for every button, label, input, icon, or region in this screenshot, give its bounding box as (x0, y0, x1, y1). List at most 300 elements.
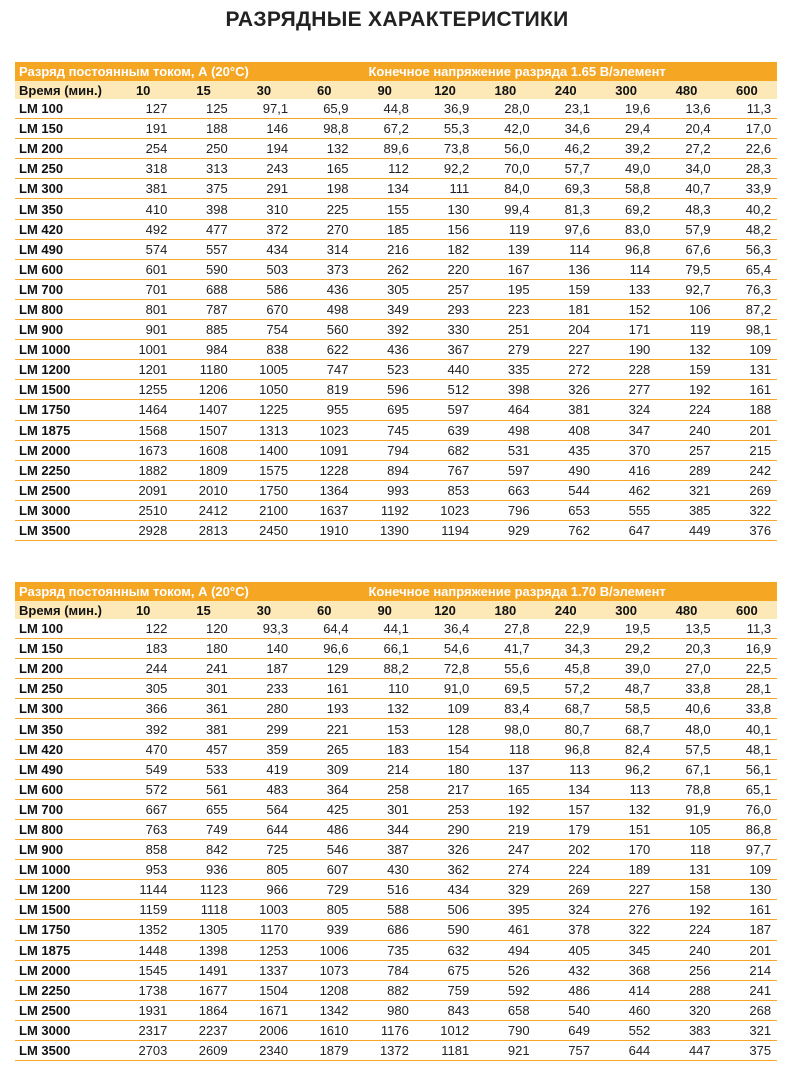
current-value: 258 (355, 779, 415, 799)
current-value: 68,7 (536, 699, 596, 719)
current-value: 240 (656, 940, 716, 960)
table-row (15, 199, 777, 219)
table-row (15, 679, 777, 699)
current-value: 512 (415, 380, 475, 400)
current-value: 345 (596, 940, 656, 960)
current-value: 256 (656, 960, 716, 980)
current-value: 335 (475, 360, 535, 380)
current-value: 134 (355, 179, 415, 199)
current-value: 22,9 (536, 619, 596, 639)
current-value: 597 (415, 400, 475, 420)
current-value: 2412 (173, 500, 233, 520)
current-value: 182 (415, 239, 475, 259)
current-value: 470 (113, 739, 173, 759)
current-value: 215 (717, 440, 777, 460)
table-row (15, 299, 777, 319)
table-row (15, 520, 777, 540)
current-value: 105 (656, 819, 716, 839)
current-value: 494 (475, 940, 535, 960)
current-value: 1491 (173, 960, 233, 980)
current-value: 2317 (113, 1020, 173, 1040)
current-value: 929 (475, 520, 535, 540)
current-value: 122 (113, 619, 173, 639)
current-value: 48,7 (596, 679, 656, 699)
current-value: 119 (475, 219, 535, 239)
battery-model: LM 200 (15, 659, 113, 679)
battery-model: LM 150 (15, 639, 113, 659)
current-value: 1738 (113, 980, 173, 1000)
current-value: 202 (536, 840, 596, 860)
battery-model: LM 900 (15, 840, 113, 860)
table-row (15, 699, 777, 719)
current-value: 109 (415, 699, 475, 719)
current-value: 240 (656, 420, 716, 440)
table-row (15, 179, 777, 199)
current-value: 132 (294, 139, 354, 159)
current-value: 301 (355, 799, 415, 819)
current-value: 69,2 (596, 199, 656, 219)
current-value: 588 (355, 900, 415, 920)
table-row (15, 440, 777, 460)
battery-model: LM 1875 (15, 940, 113, 960)
current-value: 183 (355, 739, 415, 759)
table-row (15, 259, 777, 279)
current-value: 201 (717, 940, 777, 960)
current-value: 36,4 (415, 619, 475, 639)
current-value: 129 (294, 659, 354, 679)
current-value: 185 (355, 219, 415, 239)
current-value: 759 (415, 980, 475, 1000)
current-value: 843 (415, 1000, 475, 1020)
current-value: 242 (717, 460, 777, 480)
current-value: 20,4 (656, 119, 716, 139)
current-value: 725 (234, 840, 294, 860)
table-row (15, 779, 777, 799)
current-value: 1005 (234, 360, 294, 380)
current-value: 161 (717, 380, 777, 400)
current-value: 86,8 (717, 819, 777, 839)
current-value: 980 (355, 1000, 415, 1020)
current-value: 993 (355, 480, 415, 500)
current-value: 28,1 (717, 679, 777, 699)
current-value: 632 (415, 940, 475, 960)
current-value: 241 (173, 659, 233, 679)
battery-model: LM 3000 (15, 500, 113, 520)
current-value: 435 (536, 440, 596, 460)
current-value: 381 (173, 719, 233, 739)
current-value: 28,0 (475, 99, 535, 119)
current-value: 447 (656, 1040, 716, 1060)
current-value: 96,2 (596, 759, 656, 779)
discharge-current-label: Разряд постоянным током, А (20°С) (15, 62, 355, 81)
current-value: 1006 (294, 940, 354, 960)
current-value: 98,0 (475, 719, 535, 739)
current-value: 2340 (234, 1040, 294, 1060)
current-value: 131 (717, 360, 777, 380)
current-value: 64,4 (294, 619, 354, 639)
current-value: 76,0 (717, 799, 777, 819)
current-value: 280 (234, 699, 294, 719)
current-value: 87,2 (717, 299, 777, 319)
current-value: 82,4 (596, 739, 656, 759)
battery-model: LM 250 (15, 159, 113, 179)
current-value: 349 (355, 299, 415, 319)
current-value: 113 (596, 779, 656, 799)
table-row (15, 799, 777, 819)
battery-model: LM 420 (15, 219, 113, 239)
current-value: 2237 (173, 1020, 233, 1040)
current-value: 161 (717, 900, 777, 920)
current-value: 885 (173, 320, 233, 340)
current-value: 1012 (415, 1020, 475, 1040)
current-value: 57,2 (536, 679, 596, 699)
current-value: 1194 (415, 520, 475, 540)
current-value: 842 (173, 840, 233, 860)
current-value: 56,3 (717, 239, 777, 259)
current-value: 68,7 (596, 719, 656, 739)
table-row (15, 860, 777, 880)
current-value: 729 (294, 880, 354, 900)
current-value: 378 (536, 920, 596, 940)
current-value: 96,8 (536, 739, 596, 759)
table-row (15, 340, 777, 360)
table-row (15, 1020, 777, 1040)
current-value: 749 (173, 819, 233, 839)
current-value: 195 (475, 279, 535, 299)
current-value: 757 (536, 1040, 596, 1060)
current-value: 1507 (173, 420, 233, 440)
current-value: 313 (173, 159, 233, 179)
current-value: 67,6 (656, 239, 716, 259)
current-value: 34,6 (536, 119, 596, 139)
current-value: 269 (536, 880, 596, 900)
current-value: 649 (536, 1020, 596, 1040)
current-value: 109 (717, 340, 777, 360)
current-value: 805 (294, 900, 354, 920)
current-value: 97,1 (234, 99, 294, 119)
current-value: 154 (415, 739, 475, 759)
current-value: 462 (596, 480, 656, 500)
current-value: 118 (475, 739, 535, 759)
current-value: 44,8 (355, 99, 415, 119)
current-value: 91,0 (415, 679, 475, 699)
time-column-header: 600 (717, 81, 777, 99)
current-value: 1253 (234, 940, 294, 960)
current-value: 574 (113, 239, 173, 259)
table-row (15, 840, 777, 860)
table-row (15, 739, 777, 759)
current-value: 40,7 (656, 179, 716, 199)
current-value: 544 (536, 480, 596, 500)
current-value: 387 (355, 840, 415, 860)
battery-model: LM 350 (15, 199, 113, 219)
current-value: 110 (355, 679, 415, 699)
current-value: 70,0 (475, 159, 535, 179)
current-value: 425 (294, 799, 354, 819)
time-column-header: 15 (173, 81, 233, 99)
current-value: 330 (415, 320, 475, 340)
current-value: 763 (113, 819, 173, 839)
current-value: 120 (173, 619, 233, 639)
current-value: 858 (113, 840, 173, 860)
current-value: 853 (415, 480, 475, 500)
current-value: 55,3 (415, 119, 475, 139)
current-value: 1201 (113, 360, 173, 380)
current-value: 279 (475, 340, 535, 360)
current-value: 688 (173, 279, 233, 299)
current-value: 1159 (113, 900, 173, 920)
current-value: 597 (475, 460, 535, 480)
battery-model: LM 1875 (15, 420, 113, 440)
discharge-current-label: Разряд постоянным током, А (20°С) (15, 582, 355, 601)
current-value: 128 (415, 719, 475, 739)
time-column-header: 90 (355, 601, 415, 619)
table-row (15, 400, 777, 420)
table-row (15, 159, 777, 179)
current-value: 375 (173, 179, 233, 199)
current-value: 167 (475, 259, 535, 279)
table-header-banner (15, 62, 777, 81)
time-column-header: 60 (294, 81, 354, 99)
current-value: 40,6 (656, 699, 716, 719)
time-column-header: 10 (113, 81, 173, 99)
current-value: 506 (415, 900, 475, 920)
current-value: 324 (596, 400, 656, 420)
current-value: 796 (475, 500, 535, 520)
table-row (15, 659, 777, 679)
current-value: 2813 (173, 520, 233, 540)
table-row (15, 619, 777, 639)
current-value: 655 (173, 799, 233, 819)
current-value: 1864 (173, 1000, 233, 1020)
current-value: 1568 (113, 420, 173, 440)
current-value: 106 (656, 299, 716, 319)
current-value: 1504 (234, 980, 294, 1000)
current-value: 2510 (113, 500, 173, 520)
table-row (15, 320, 777, 340)
battery-model: LM 1750 (15, 920, 113, 940)
current-value: 181 (536, 299, 596, 319)
current-value: 11,3 (717, 619, 777, 639)
table-row (15, 920, 777, 940)
battery-model: LM 2500 (15, 480, 113, 500)
current-value: 1671 (234, 1000, 294, 1020)
current-value: 936 (173, 860, 233, 880)
current-value: 20,3 (656, 639, 716, 659)
current-value: 114 (536, 239, 596, 259)
current-value: 1192 (355, 500, 415, 520)
current-value: 48,2 (717, 219, 777, 239)
current-value: 45,8 (536, 659, 596, 679)
time-column-header: 15 (173, 601, 233, 619)
battery-model: LM 100 (15, 619, 113, 639)
current-value: 414 (596, 980, 656, 1000)
current-value: 125 (173, 99, 233, 119)
current-value: 921 (475, 1040, 535, 1060)
current-value: 647 (596, 520, 656, 540)
current-value: 92,7 (656, 279, 716, 299)
current-value: 72,8 (415, 659, 475, 679)
battery-model: LM 1500 (15, 380, 113, 400)
current-value: 48,1 (717, 739, 777, 759)
current-value: 58,8 (596, 179, 656, 199)
current-value: 111 (415, 179, 475, 199)
current-value: 39,0 (596, 659, 656, 679)
current-value: 1001 (113, 340, 173, 360)
current-value: 1608 (173, 440, 233, 460)
current-value: 214 (717, 960, 777, 980)
battery-model: LM 200 (15, 139, 113, 159)
current-value: 268 (717, 1000, 777, 1020)
current-value: 653 (536, 500, 596, 520)
current-value: 486 (294, 819, 354, 839)
current-value: 180 (415, 759, 475, 779)
current-value: 644 (596, 1040, 656, 1060)
current-value: 398 (475, 380, 535, 400)
current-value: 112 (355, 159, 415, 179)
current-value: 140 (234, 639, 294, 659)
current-value: 118 (656, 840, 716, 860)
current-value: 1637 (294, 500, 354, 520)
current-value: 366 (113, 699, 173, 719)
current-value: 1176 (355, 1020, 415, 1040)
current-value: 1372 (355, 1040, 415, 1060)
battery-model: LM 1000 (15, 860, 113, 880)
current-value: 667 (113, 799, 173, 819)
current-value: 381 (113, 179, 173, 199)
current-value: 457 (173, 739, 233, 759)
battery-model: LM 1200 (15, 880, 113, 900)
current-value: 257 (415, 279, 475, 299)
current-value: 291 (234, 179, 294, 199)
current-value: 289 (656, 460, 716, 480)
current-value: 98,8 (294, 119, 354, 139)
current-value: 227 (536, 340, 596, 360)
current-value: 1398 (173, 940, 233, 960)
current-value: 254 (113, 139, 173, 159)
table-row (15, 940, 777, 960)
current-value: 76,3 (717, 279, 777, 299)
current-value: 639 (415, 420, 475, 440)
current-value: 219 (475, 819, 535, 839)
current-value: 44,1 (355, 619, 415, 639)
current-value: 682 (415, 440, 475, 460)
discharge-table-1-65v (15, 62, 777, 541)
current-value: 97,6 (536, 219, 596, 239)
current-value: 217 (415, 779, 475, 799)
current-value: 564 (234, 799, 294, 819)
current-value: 805 (234, 860, 294, 880)
current-value: 432 (536, 960, 596, 980)
current-value: 801 (113, 299, 173, 319)
current-value: 747 (294, 360, 354, 380)
current-value: 658 (475, 1000, 535, 1020)
current-value: 270 (294, 219, 354, 239)
current-value: 392 (113, 719, 173, 739)
current-value: 1931 (113, 1000, 173, 1020)
current-value: 136 (536, 259, 596, 279)
current-value: 819 (294, 380, 354, 400)
current-value: 57,9 (656, 219, 716, 239)
current-value: 1255 (113, 380, 173, 400)
current-value: 198 (294, 179, 354, 199)
current-value: 132 (656, 340, 716, 360)
current-value: 88,2 (355, 659, 415, 679)
current-value: 40,1 (717, 719, 777, 739)
current-value: 321 (717, 1020, 777, 1040)
table-row (15, 99, 777, 119)
table-row (15, 880, 777, 900)
current-value: 247 (475, 840, 535, 860)
current-value: 73,8 (415, 139, 475, 159)
current-value: 1170 (234, 920, 294, 940)
current-value: 440 (415, 360, 475, 380)
current-value: 253 (415, 799, 475, 819)
current-value: 243 (234, 159, 294, 179)
current-value: 221 (294, 719, 354, 739)
current-value: 838 (234, 340, 294, 360)
time-column-header: 480 (656, 601, 716, 619)
current-value: 29,4 (596, 119, 656, 139)
table-row (15, 1040, 777, 1060)
current-value: 686 (355, 920, 415, 940)
battery-model: LM 1500 (15, 900, 113, 920)
current-value: 83,0 (596, 219, 656, 239)
current-value: 192 (656, 900, 716, 920)
table-row (15, 119, 777, 139)
table-row (15, 759, 777, 779)
current-value: 939 (294, 920, 354, 940)
current-value: 318 (113, 159, 173, 179)
table-row (15, 360, 777, 380)
current-value: 321 (656, 480, 716, 500)
current-value: 188 (173, 119, 233, 139)
page-title: РАЗРЯДНЫЕ ХАРАКТЕРИСТИКИ (225, 8, 569, 31)
battery-model: LM 2500 (15, 1000, 113, 1020)
current-value: 49,0 (596, 159, 656, 179)
time-header-row (15, 81, 777, 99)
current-value: 320 (656, 1000, 716, 1020)
table-row (15, 960, 777, 980)
current-value: 670 (234, 299, 294, 319)
current-value: 540 (536, 1000, 596, 1020)
current-value: 191 (113, 119, 173, 139)
current-value: 89,6 (355, 139, 415, 159)
current-value: 483 (234, 779, 294, 799)
current-value: 153 (355, 719, 415, 739)
current-value: 65,9 (294, 99, 354, 119)
table-row (15, 480, 777, 500)
final-voltage-label: Конечное напряжение разряда 1.70 В/элемент (355, 582, 778, 601)
battery-model: LM 900 (15, 320, 113, 340)
current-value: 79,5 (656, 259, 716, 279)
current-value: 1003 (234, 900, 294, 920)
current-value: 322 (596, 920, 656, 940)
current-value: 590 (415, 920, 475, 940)
current-value: 361 (173, 699, 233, 719)
current-value: 1400 (234, 440, 294, 460)
current-value: 13,6 (656, 99, 716, 119)
current-value: 2010 (173, 480, 233, 500)
current-value: 225 (294, 199, 354, 219)
battery-model: LM 800 (15, 819, 113, 839)
current-value: 410 (113, 199, 173, 219)
time-column-header: 480 (656, 81, 716, 99)
current-value: 1673 (113, 440, 173, 460)
current-value: 531 (475, 440, 535, 460)
current-value: 405 (536, 940, 596, 960)
current-value: 754 (234, 320, 294, 340)
